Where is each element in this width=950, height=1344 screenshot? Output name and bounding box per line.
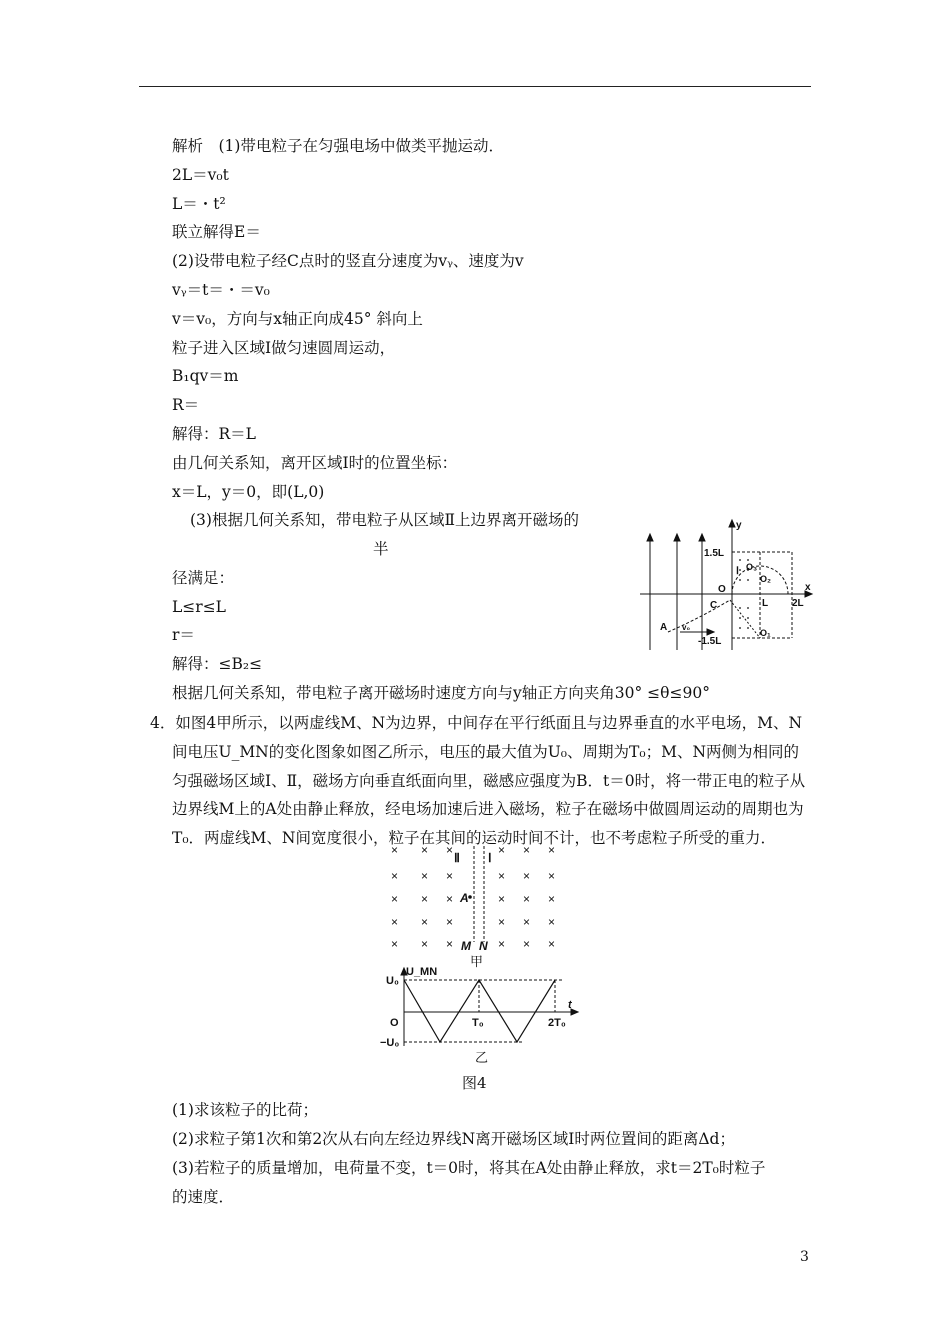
graph-label: −U₀ xyxy=(380,1037,400,1049)
boundary-m-label: M xyxy=(461,939,471,953)
fig1-label: C xyxy=(710,600,718,611)
cross-mark: × xyxy=(548,915,556,929)
sol-line: (2)设带电粒子经C点时的竖直分速度为vᵧ、速度为v xyxy=(172,252,524,270)
graph-label: t xyxy=(568,999,572,1011)
cross-mark: × xyxy=(498,892,506,906)
page-number: 3 xyxy=(800,1249,809,1265)
cross-mark: × xyxy=(391,915,399,929)
sol-line: 联立解得E＝ xyxy=(172,223,261,241)
sol-line: 径满足： xyxy=(172,569,235,587)
fig1-label: Ⅰ xyxy=(736,566,739,577)
cross-mark: × xyxy=(446,892,454,906)
sol-line: 解得：≤B₂≤ xyxy=(172,655,263,673)
question-2: (2)求粒子第1次和第2次从右向左经边界线N离开磁场区域Ⅰ时两位置间的距离Δd； xyxy=(172,1130,735,1148)
sol-line: B₁qv＝m xyxy=(172,367,239,385)
fig-jia-label: 甲 xyxy=(470,954,484,968)
fig1-label: 2L xyxy=(792,598,804,609)
cross-mark: × xyxy=(523,869,531,883)
cross-mark: × xyxy=(498,869,506,883)
cross-mark: × xyxy=(391,869,399,883)
sol-line: L≤r≤L xyxy=(172,598,226,616)
magnetic-field-figure xyxy=(385,840,565,968)
sol-line: 由几何关系知，离开区域Ⅰ时的位置坐标： xyxy=(172,454,458,472)
cross-mark: × xyxy=(391,843,399,857)
fig-yi-label: 乙 xyxy=(475,1050,489,1065)
sol-line: (3)根据几何关系知，带电粒子从区域Ⅱ上边界离开磁场的 xyxy=(190,511,579,529)
sol-line: v＝v₀，方向与x轴正向成45° 斜向上 xyxy=(172,310,423,328)
cross-mark: × xyxy=(548,869,556,883)
cross-mark: × xyxy=(498,937,506,951)
cross-mark: × xyxy=(498,843,506,857)
cross-mark: × xyxy=(446,843,454,857)
sol-line: 根据几何关系知，带电粒子离开磁场时速度方向与y轴正方向夹角30° ≤θ≤90° xyxy=(172,684,710,702)
cross-mark: × xyxy=(548,892,556,906)
fig1-label: y xyxy=(736,520,742,531)
cross-mark: × xyxy=(391,892,399,906)
problem-4-text: 4．如图4甲所示，以两虚线M、N为边界，中间存在平行纸面且与边界垂直的水平电场，M、N间电压U_MN的变化图象如图乙所示，电压的最大值为U₀、周期为T₀；M、N两侧为相同的匀强磁场区域Ⅰ、Ⅱ，磁场方向垂直纸面向里，磁感应强度为B．t＝0时，将一带正电的粒子从边界线M上的A处由静止释放，经电场加速后进入磁场，粒子在磁场中做圆周运动的周期也为T₀．两虚线M、N间宽度很小，粒子在其间的运动时间不计，也不考虑粒子所受的重力． xyxy=(150,714,806,848)
cross-mark: × xyxy=(548,937,556,951)
cross-mark: × xyxy=(446,869,454,883)
region-label: Ⅰ xyxy=(488,851,492,865)
sol-line: vᵧ＝t＝・＝v₀ xyxy=(172,281,270,299)
boundary-n-label: N xyxy=(479,939,488,953)
sol-line: 半 xyxy=(373,540,389,558)
cross-mark: × xyxy=(421,869,429,883)
cross-mark: × xyxy=(421,915,429,929)
cross-mark: × xyxy=(523,915,531,929)
voltage-graph xyxy=(372,966,582,1066)
fig1-label: L xyxy=(762,598,769,609)
fig1-label: -1.5L xyxy=(698,636,722,647)
header-rule xyxy=(139,86,811,87)
cross-mark: × xyxy=(446,937,454,951)
sol-line: 解析 (1)带电粒子在匀强电场中做类平抛运动． xyxy=(172,137,504,155)
sol-line: r＝ xyxy=(172,626,195,644)
fig1-label: O₃ xyxy=(746,562,758,572)
cross-mark: × xyxy=(523,892,531,906)
graph-label: U_MN xyxy=(406,966,438,978)
sol-line: 2L＝v₀t xyxy=(172,166,229,184)
cross-mark: × xyxy=(523,843,531,857)
graph-label: O xyxy=(390,1017,399,1029)
question-3-cont: 的速度． xyxy=(172,1188,235,1206)
fig1-label: O₂ xyxy=(760,574,771,584)
sol-line: x＝L，y＝0，即(L,0) xyxy=(172,483,325,501)
cross-mark: × xyxy=(421,843,429,857)
fig1-label: 1.5L xyxy=(704,548,725,559)
question-1: (1)求该粒子的比荷； xyxy=(172,1101,318,1119)
region-label: Ⅱ xyxy=(454,851,460,865)
sol-line: 粒子进入区域Ⅰ做匀速圆周运动， xyxy=(172,339,396,357)
graph-label: T₀ xyxy=(472,1017,484,1029)
question-3: (3)若粒子的质量增加，电荷量不变，t＝0时，将其在A处由静止释放，求t＝2T₀时粒子 xyxy=(172,1159,766,1177)
cross-mark: × xyxy=(421,937,429,951)
cross-mark: × xyxy=(391,937,399,951)
fig1-label: O xyxy=(718,584,726,595)
cross-mark: × xyxy=(548,843,556,857)
fig1-label: x xyxy=(805,582,811,593)
graph-label: U₀ xyxy=(386,975,399,987)
graph-label: 2T₀ xyxy=(548,1017,566,1029)
fig1-label: A xyxy=(660,622,668,633)
sol-line: R＝ xyxy=(172,396,200,414)
cross-mark: × xyxy=(498,915,506,929)
cross-mark: × xyxy=(523,937,531,951)
cross-mark: × xyxy=(421,892,429,906)
field-region-diagram xyxy=(640,518,816,654)
sol-line: 解得：R＝L xyxy=(172,425,256,443)
sol-line: L＝・t² xyxy=(172,195,226,213)
cross-mark: × xyxy=(446,915,454,929)
fig1-label: O₁ xyxy=(760,628,771,638)
point-a-label: A xyxy=(460,891,469,905)
fig1-label: v₀ xyxy=(682,623,691,632)
figure-caption: 图4 xyxy=(462,1074,487,1092)
